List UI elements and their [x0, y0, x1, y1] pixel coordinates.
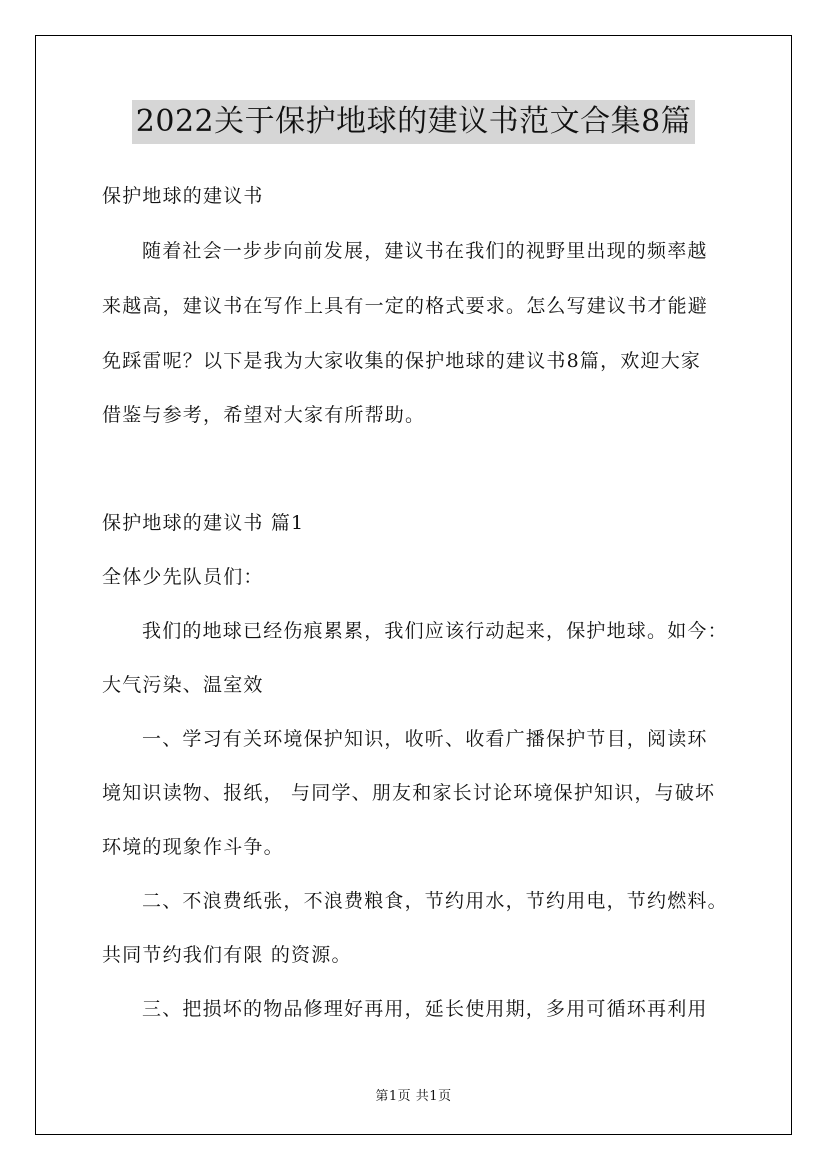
body-line: 二、不浪费纸张，不浪费粮食，节约用水，节约用电，节约燃料。 [142, 890, 728, 912]
page-footer: 第1页 共1页 [375, 1089, 452, 1104]
section-heading: 保护地球的建议书 篇1 [102, 512, 305, 534]
body-line: 我们的地球已经伤痕累累，我们应该行动起来，保护地球。如今： [142, 620, 728, 642]
body-line: 境知识读物、报纸， 与同学、朋友和家长讨论环境保护知识，与破坏 [102, 782, 716, 804]
intro-paragraph-line: 随着社会一步步向前发展，建议书在我们的视野里出现的频率越 [142, 240, 708, 262]
document-title: 2022关于保护地球的建议书范文合集8篇 [132, 100, 695, 144]
intro-paragraph-line: 来越高，建议书在写作上具有一定的格式要求。怎么写建议书才能避 [102, 295, 709, 317]
salutation: 全体少先队员们： [102, 566, 264, 588]
body-line: 大气污染、温室效 [102, 674, 264, 696]
intro-paragraph-line: 借鉴与参考，希望对大家有所帮助。 [102, 404, 426, 426]
body-line: 环境的现象作斗争。 [102, 836, 284, 858]
intro-heading: 保护地球的建议书 [102, 185, 264, 207]
body-line: 三、把损坏的物品修理好再用，延长使用期，多用可循环再利用 [142, 998, 708, 1020]
body-line: 共同节约我们有限 的资源。 [102, 944, 352, 966]
body-line: 一、学习有关环境保护知识，收听、收看广播保护节目，阅读环 [142, 728, 708, 750]
intro-paragraph-line: 免踩雷呢？以下是我为大家收集的保护地球的建议书8篇，欢迎大家 [102, 350, 702, 372]
title-container [0, 100, 827, 144]
